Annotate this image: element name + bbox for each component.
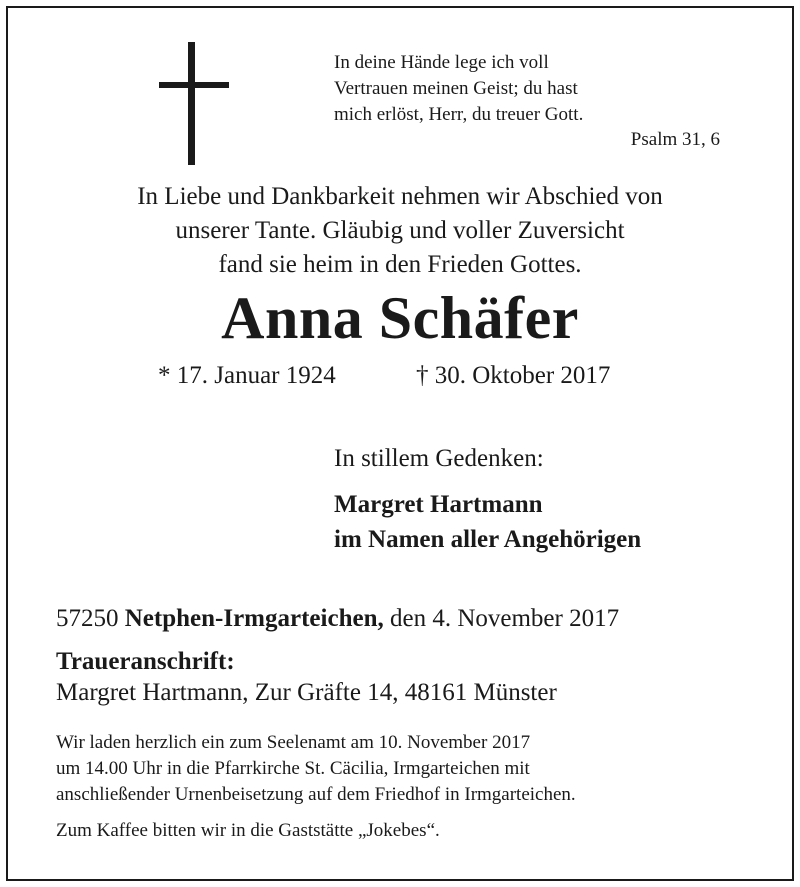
obituary-notice [6,6,794,881]
condolence-address: Margret Hartmann, Zur Gräfte 14, 48161 Münster [56,679,557,706]
psalm-reference: Psalm 31, 6 [630,129,720,150]
psalm-line: mich erlöst, Herr, du treuer Gott. [334,104,584,125]
psalm-line: Vertrauen meinen Geist; du hast [334,78,578,99]
place-name: Netphen-Irmgarteichen, [124,605,384,632]
death-date: † 30. Oktober 2017 [416,362,611,389]
deceased-name: Anna Schäfer [221,285,579,351]
service-invitation [56,730,576,808]
invitation-line: um 14.00 Uhr in die Pfarrkirche St. Cäcilia, Irmgarteichen mit [56,758,530,779]
cross-vertical-bar [188,42,195,165]
intro-text [8,180,792,282]
coffee-invitation: Zum Kaffee bitten wir in die Gaststätte „Jokebes“. [56,820,440,841]
intro-line: unserer Tante. Gläubig und voller Zuversicht [175,217,625,244]
psalm-quote [334,50,583,128]
mourners-heading: In stillem Gedenken: [334,445,544,472]
intro-line: In Liebe und Dankbarkeit nehmen wir Abschied von [137,183,663,210]
birth-date: * 17. Januar 1924 [158,362,336,389]
mourner-line: im Namen aller Angehörigen [334,526,642,553]
mourner-line: Margret Hartmann [334,491,543,518]
intro-line: fand sie heim in den Frieden Gottes. [218,251,582,278]
notice-date: den 4. November 2017 [389,605,620,632]
zip-code: 57250 [56,605,119,632]
mourners-names [334,487,641,557]
condolence-address-label: Traueranschrift: [56,648,235,675]
place-date-line [56,605,619,633]
invitation-line: Wir laden herzlich ein zum Seelenamt am 10. November 2017 [56,732,531,753]
psalm-line: In deine Hände lege ich voll [334,52,549,73]
invitation-line: anschließender Urnenbeisetzung auf dem Friedhof in Irmgarteichen. [56,784,576,805]
cross-horizontal-bar [159,82,229,88]
